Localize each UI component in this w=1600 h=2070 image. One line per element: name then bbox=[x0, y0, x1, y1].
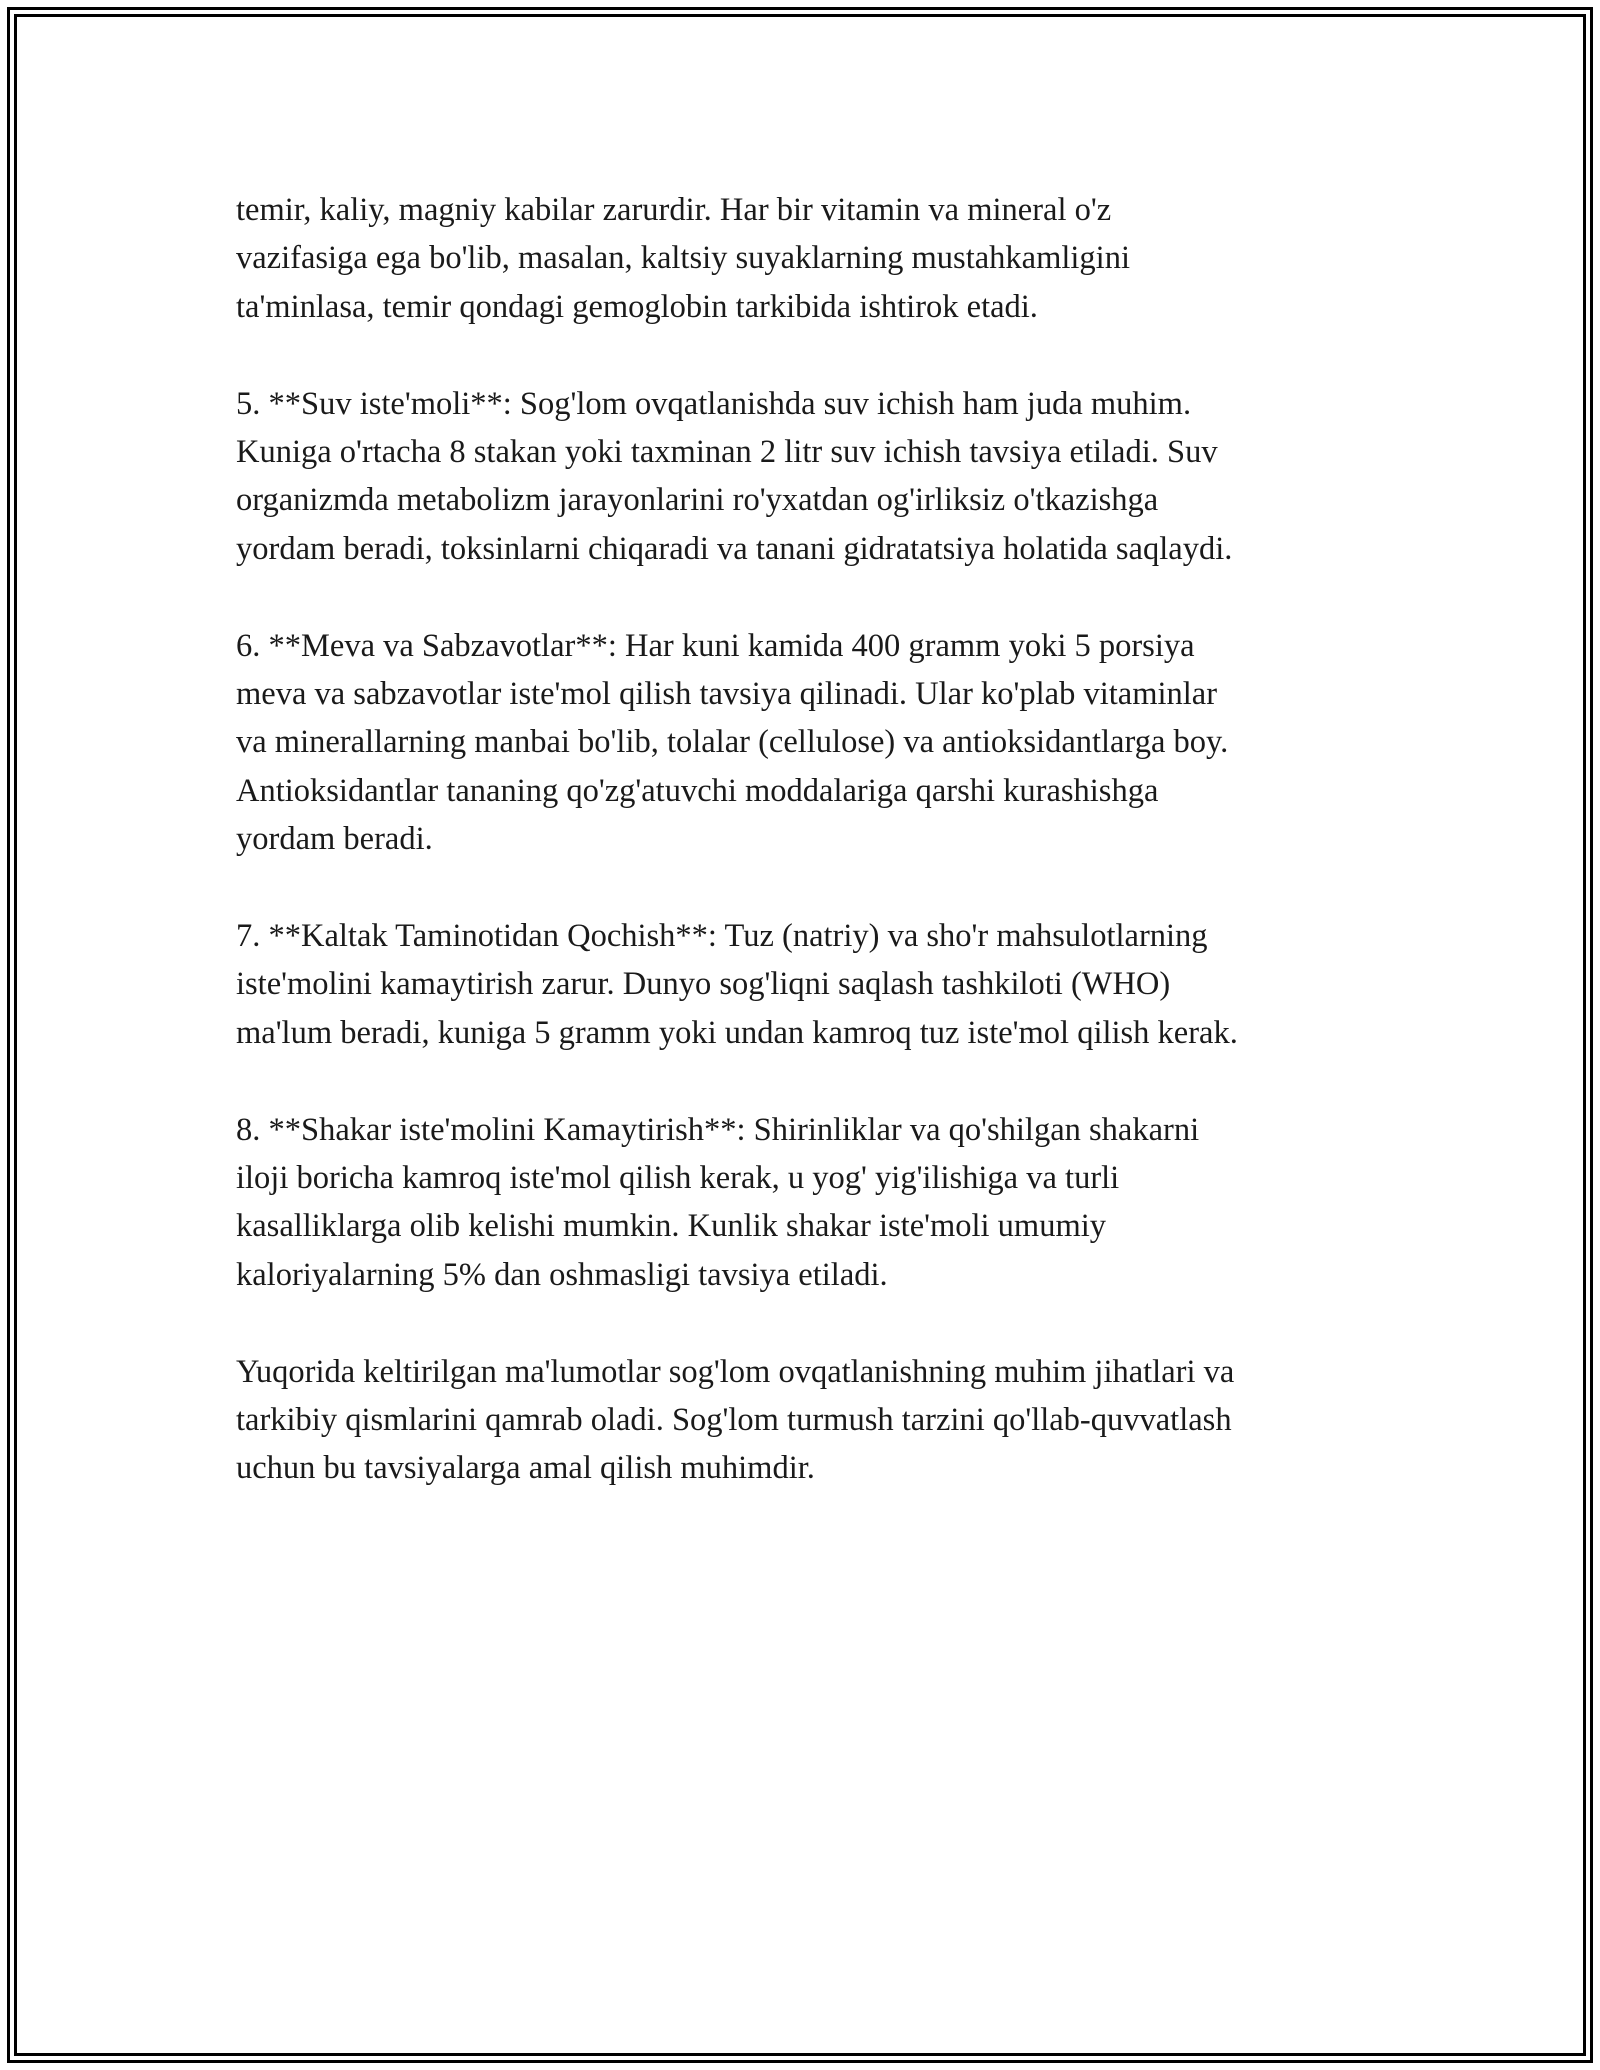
text-line: meva va sabzavotlar iste'mol qilish tavsiya qilinadi. Ular ko'plab vitaminlar bbox=[236, 676, 1218, 713]
text-line: temir, kaliy, magniy kabilar zarurdir. Har bir vitamin va mineral o'z bbox=[236, 192, 1112, 228]
paragraph-conclusion bbox=[236, 1348, 1386, 1493]
text-line: kaloriyalarning 5% dan oshmasligi tavsiya etiladi. bbox=[236, 1256, 888, 1293]
text-line: tarkibiy qismlarini qamrab oladi. Sog'lom turmush tarzini qo'llab-quvvatlash bbox=[236, 1402, 1232, 1439]
text-line: iloji boricha kamroq iste'mol qilish kerak, u yog' yig'ilishiga va turli bbox=[236, 1160, 1120, 1197]
text-line: 7. **Kaltak Taminotidan Qochish**: Tuz (natriy) va sho'r mahsulotlarning bbox=[236, 918, 1208, 955]
text-line: uchun bu tavsiyalarga amal qilish muhimdir. bbox=[236, 1450, 815, 1487]
paragraph-fruits-vegetables bbox=[236, 622, 1386, 864]
text-line: ta'minlasa, temir qondagi gemoglobin tarkibida ishtirok etadi. bbox=[236, 288, 1038, 325]
text-line: organizmda metabolizm jarayonlarini ro'yxatdan og'irliksiz o'tkazishga bbox=[236, 482, 1159, 519]
text-line: yordam beradi, toksinlarni chiqaradi va tanani gidratatsiya holatida saqlaydi. bbox=[236, 530, 1233, 567]
document-body bbox=[236, 186, 1386, 1541]
paragraph-water-intake bbox=[236, 380, 1386, 574]
text-line: vazifasiga ega bo'lib, masalan, kaltsiy suyaklarning mustahkamligini bbox=[236, 240, 1130, 277]
text-line: ma'lum beradi, kuniga 5 gramm yoki undan kamroq tuz iste'mol qilish kerak. bbox=[236, 1014, 1238, 1051]
paragraph-salt-reduction bbox=[236, 912, 1386, 1057]
text-line: kasalliklarga olib kelishi mumkin. Kunlik shakar iste'moli umumiy bbox=[236, 1208, 1107, 1245]
text-line: Antioksidantlar tananing qo'zg'atuvchi moddalariga qarshi kurashishga bbox=[236, 772, 1159, 809]
paragraph-sugar-reduction bbox=[236, 1106, 1386, 1300]
paragraph-minerals-continued bbox=[236, 186, 1386, 331]
text-line: 6. **Meva va Sabzavotlar**: Har kuni kamida 400 gramm yoki 5 porsiya bbox=[236, 627, 1195, 664]
text-line: iste'molini kamaytirish zarur. Dunyo sog'liqni saqlash tashkiloti (WHO) bbox=[236, 966, 1171, 1003]
text-line: Kuniga o'rtacha 8 stakan yoki taxminan 2 litr suv ichish tavsiya etiladi. Suv bbox=[236, 434, 1218, 471]
text-line: yordam beradi. bbox=[236, 821, 433, 858]
text-line: Yuqorida keltirilgan ma'lumotlar sog'lom ovqatlanishning muhim jihatlari va bbox=[236, 1353, 1235, 1390]
text-line: 5. **Suv iste'moli**: Sog'lom ovqatlanishda suv ichish ham juda muhim. bbox=[236, 385, 1192, 422]
text-line: 8. **Shakar iste'molini Kamaytirish**: Shirinliklar va qo'shilgan shakarni bbox=[236, 1111, 1200, 1148]
text-line: va minerallarning manbai bo'lib, tolalar (cellulose) va antioksidantlarga boy. bbox=[236, 724, 1229, 761]
